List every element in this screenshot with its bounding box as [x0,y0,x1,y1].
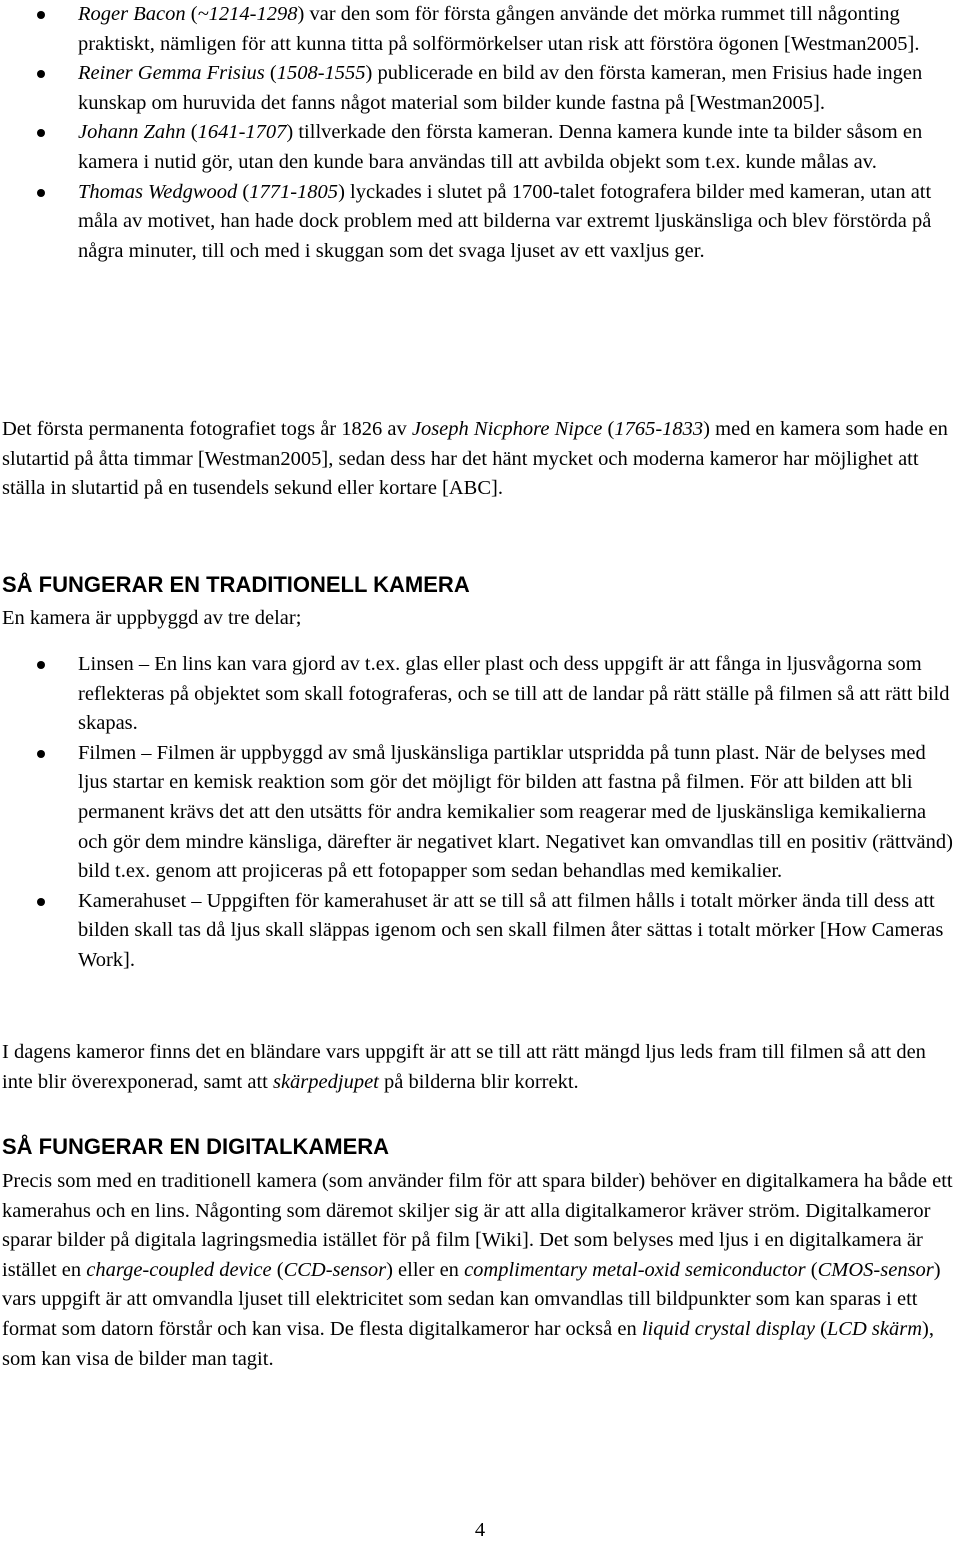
person-dates: ~1214-1298 [197,3,298,25]
history-list [0,0,960,266]
bullet-icon [37,750,45,758]
paragraph-text: Precis som med en traditionell kamera (som använder film för att spara bilder) behöver en digitalkamera ha både ett kamerahus och en lins. Någonting som däremot skiljer sig är att alla digitalkameror kräver ström. Digitalkameror sparar bilder på digitala lagringsmedia istället för på film [Wiki]. Det som belyses med ljus i en digitalkamera är istället en [2,1170,953,1281]
list-item-text: tillverkade den första kameran. Denna kamera kunde inte ta bilder såsom en kamera i nutid gör, utan den kunde bara användas till att avbilda objekt som t.ex. kunde målas av. [78,121,923,173]
bullet-icon [37,70,45,78]
list-item-text: publicerade en bild av den första kameran, men Frisius hade ingen kunskap om huruvida det fanns något material som bilder kunde fastna på [Westman2005]. [78,62,923,114]
list-item: Reiner Gemma Frisius (1508-1555) publicerade en bild av den första kameran, men Frisius hade ingen kunskap om huruvida det fanns något material som bilder kunde fastna på [Westman2005]. [0,59,960,118]
digital-section [0,1132,960,1374]
section-heading: SÅ FUNGERAR EN TRADITIONELL KAMERA [2,572,470,597]
bullet-icon [37,11,45,19]
person-name: Johann Zahn [78,121,186,144]
paragraph-text: på bilderna blir korrekt. [378,1070,579,1093]
traditional-section [0,570,960,634]
person-name: Thomas Wedgwood [78,180,238,203]
term-abbreviation: CMOS-sensor [817,1258,934,1281]
bullet-icon [37,189,45,197]
person-dates: 1771-1805 [249,180,339,203]
person-name: Roger Bacon [78,3,186,25]
list-item [0,650,960,739]
bullet-icon [37,898,45,906]
list-item-text: Linsen – En lins kan vara gjord av t.ex. glas eller plast och dess uppgift är att fånga in ljusvågorna som reflekteras på objektet som skall fotograferas, och se till att de landar på rätt ställe på filmen så att rätt bild skapas. [78,653,950,735]
first-photo-section [0,415,960,504]
term-abbreviation: CCD-sensor [283,1258,387,1281]
list-item-text: Filmen – Filmen är uppbyggd av små ljuskänsliga partiklar utspridda på tunn plast. När de belyses med ljus startar en kemisk reaktion som gör det möjligt för bilden att fastna på filmen. För att bilden att bli permanent krävs det att den utsätts för andra kemikalier som reagerar med de ljuskänsliga kemikalierna och gör dem mindre känsliga, därefter är negativet klart. Negativet kan omvandlas till en positiv (rättvänd) bild t.ex. genom att projiceras på ett fotopapper som sedan behandlas med kemikalier. [78,741,953,883]
paragraph-text: eller en [392,1258,465,1281]
camera-parts-section [0,650,960,976]
aperture-paragraph [0,1038,960,1097]
person-name: Joseph Nicphore Nipce [411,418,603,440]
person-name: Reiner Gemma Frisius [78,62,265,85]
paragraph-text: vars uppgift är att omvandla ljuset till elektricitet som sedan kan omvandlas till bildpunkter som kan sparas i ett format som datorn förstår och kan visa. De flesta digitalkameror har också en [2,1288,918,1340]
section-intro: En kamera är uppbyggd av tre delar; [2,607,302,629]
camera-parts-list [0,650,960,976]
person-dates: 1765-1833 [614,418,704,440]
list-item-text: Kamerahuset – Uppgiften för kamerahuset är att se till så att filmen hålls i totalt mörker ända till dess att bilden skall tas då ljus skall släppas igenom och sen skall filmen åter sättas i totalt mörker [How Cameras Work]. [78,889,944,971]
paragraph-text: , som kan visa de bilder man tagit. [2,1317,934,1370]
bullet-icon [37,129,45,137]
person-dates: 1641-1707 [197,121,287,144]
term: charge-coupled device [86,1258,272,1281]
bullet-icon [37,661,45,669]
page-number: 4 [474,1519,486,1541]
term-abbreviation: LCD skärm [826,1317,923,1340]
term: liquid crystal display [641,1317,815,1340]
first-photo-paragraph: Det första permanenta fotografiet togs år 1826 av Joseph Nicphore Nipce (1765-1833) med en kamera som hade en slutartid på åtta timmar [Westman2005], sedan dess har det hänt mycket och moderna kameror har möjlighet att ställa in slutartid på en tusendels sekund eller kortare [ABC]. [2,418,948,500]
paragraph-text: I dagens kameror finns det en bländare vars uppgift är att se till att rätt mängd ljus leds fram till filmen så att den inte blir överexponerad, samt att [2,1041,926,1093]
paragraph-text: Det första permanenta fotografiet togs år 1826 av [2,418,412,440]
aperture-section [0,1038,960,1097]
paragraph-text: med en kamera som hade en slutartid på åtta timmar [Westman2005], sedan dess har det hänt mycket och moderna kameror har möjlighet att ställa in slutartid på en tusendels sekund eller kortare [ABC]. [2,418,948,500]
list-item: Roger Bacon (~1214-1298) var den som för första gången använde det mörka rummet till någonting praktiskt, nämligen för att kunna titta på solförmörkelser utan risk att förstöra ögonen [Westman2005]. [0,0,960,59]
term: complimentary metal-oxid semiconductor [464,1258,806,1281]
list-item-text: lyckades i slutet på 1700-talet fotografera bilder med kameran, utan att måla av motivet, han hade dock problem med att bilderna var extremt ljuskänsliga och blev förstörda på några minuter, till och med i skuggan som det svaga ljuset av ett vaxljus ger. [78,180,932,262]
list-item [0,739,960,887]
digital-paragraph: Precis som med en traditionell kamera (som använder film för att spara bilder) behöver en digitalkamera ha både ett kamerahus och en lins. Någonting som däremot skiljer sig är att alla digitalkameror kräver ström. Digitalkameror sparar bilder på digitala lagringsmedia istället för på film [Wiki]. Det som belyses med ljus i en digitalkamera är istället en charge-coupled device (CCD-sensor) eller en complimentary metal-oxid semiconductor (CMOS-sensor) vars uppgift är att omvandla ljuset till elektricitet som sedan kan omvandlas till bildpunkter som kan sparas i ett format som datorn förstår och kan visa. De flesta digitalkameror har också en liquid crystal display (LCD skärm), som kan visa de bilder man tagit. [2,1170,953,1370]
history-section [0,0,960,266]
list-item-text: var den som för första gången använde det mörka rummet till någonting praktiskt, nämligen för att kunna titta på solförmörkelser utan risk att förstöra ögonen [Westman2005]. [78,3,920,55]
list-item: Thomas Wedgwood (1771-1805) lyckades i slutet på 1700-talet fotografera bilder med kameran, utan att måla av motivet, han hade dock problem med att bilderna var extremt ljuskänsliga och blev förstörda på några minuter, till och med i skuggan som det svaga ljuset av ett vaxljus ger. [0,178,960,267]
person-dates: 1508-1555 [276,62,366,85]
term: skärpedjupet [272,1070,379,1093]
section-heading: SÅ FUNGERAR EN DIGITALKAMERA [2,1134,390,1159]
list-item: Johann Zahn (1641-1707) tillverkade den första kameran. Denna kamera kunde inte ta bilder såsom en kamera i nutid gör, utan den kunde bara användas till att avbilda objekt som t.ex. kunde målas av. [0,118,960,177]
list-item [0,887,960,976]
